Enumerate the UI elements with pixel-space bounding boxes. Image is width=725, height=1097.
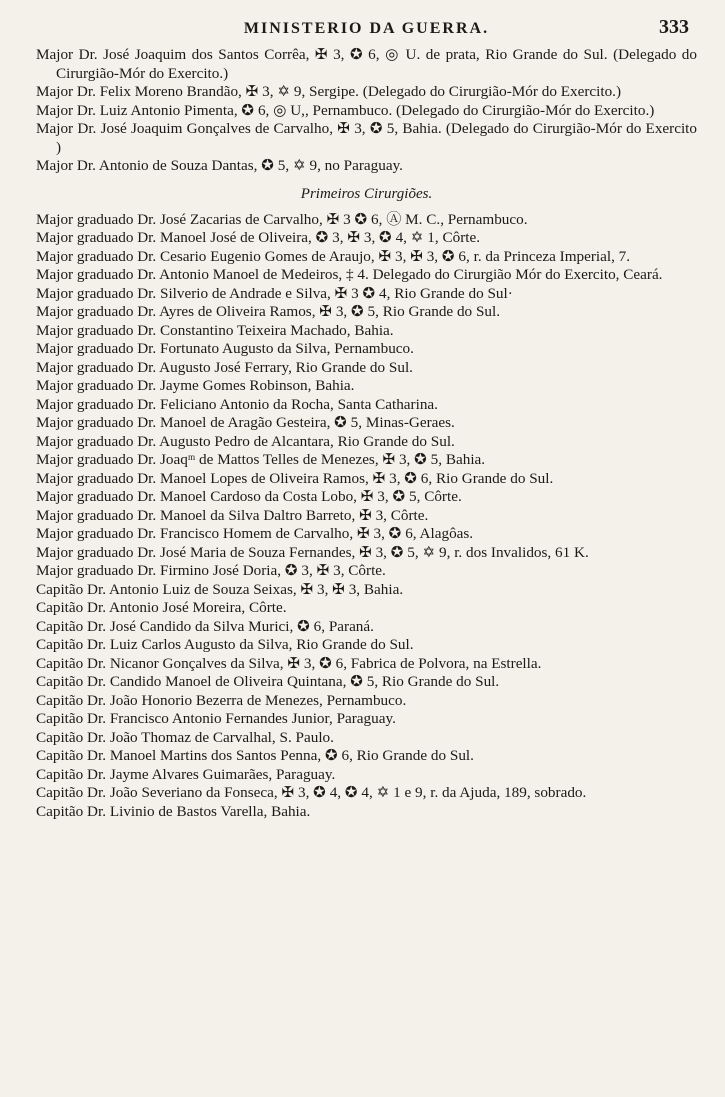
entry: Major graduado Dr. Manoel José de Oliveira, ✪ 3, ✠ 3, ✪ 4, ✡ 1, Côrte. <box>36 229 481 246</box>
entry: Major graduado Dr. Feliciano Antonio da Rocha, Santa Catharina. <box>36 395 438 413</box>
entry: Major graduado Dr. Jayme Gomes Robinson, Bahia. <box>36 377 355 394</box>
entry: Major graduado Dr. Firmino José Doria, ✪ 3, ✠ 3, Côrte. <box>36 562 386 579</box>
entry: Major graduado Dr. Manoel de Aragão Gesteira, ✪ 5, Minas-Geraes. <box>36 414 455 431</box>
entry: Major graduado Dr. Manoel Cardoso da Costa Lobo, ✠ 3, ✪ 5, Côrte. <box>36 488 462 505</box>
entry: Major graduado Dr. Antonio Manoel de Medeiros, ‡ 4. Delegado do Cirurgião Mór do Exercito, Ceará. <box>36 266 663 283</box>
entry: Capitão Dr. João Honorio Bezerra de Menezes, Pernambuco. <box>36 691 407 709</box>
entry: Capitão Dr. Luiz Carlos Augusto da Silva, Rio Grande do Sul. <box>36 636 414 653</box>
entry: Major graduado Dr. Fortunato Augusto da Silva, Pernambuco. <box>36 340 414 357</box>
entry: Capitão Dr. Livinio de Bastos Varella, Bahia. <box>36 802 311 820</box>
entry: Capitão Dr. Antonio Luiz de Souza Seixas, ✠ 3, ✠ 3, Bahia. <box>36 580 404 598</box>
entry: Major graduado Dr. Manoel da Silva Daltro Barreto, ✠ 3, Côrte. <box>36 506 429 524</box>
entry: Major Dr. Luiz Antonio Pimenta, ✪ 6, ◎ U,, Pernambuco. (Delegado do Cirurgião-Mór do Exercito.) <box>36 101 655 119</box>
entry: Capitão Dr. João Thomaz de Carvalhal, S. Paulo. <box>36 728 334 746</box>
entry: Capitão Dr. Manoel Martins dos Santos Penna, ✪ 6, Rio Grande do Sul. <box>36 747 474 764</box>
entry: Major graduado Dr. José Zacarias de Carvalho, ✠ 3 ✪ 6, Ⓐ M. C., Pernambuco. <box>36 210 528 228</box>
entry: Capitão Dr. Candido Manoel de Oliveira Quintana, ✪ 5, Rio Grande do Sul. <box>36 673 500 690</box>
entry: Major Dr. José Joaquim dos Santos Corrêa, ✠ 3, ✪ 6, ◎ U. de prata, Rio Grande do Sul. (Delegado do Cirurgião-Mór do Exercito.) <box>36 46 697 82</box>
entries-top <box>36 46 697 176</box>
entry: Major graduado Dr. Ayres de Oliveira Ramos, ✠ 3, ✪ 5, Rio Grande do Sul. <box>36 303 500 320</box>
entry: Major graduado Dr. Francisco Homem de Carvalho, ✠ 3, ✪ 6, Alagôas. <box>36 525 474 542</box>
entry: Major Dr. José Joaquim Gonçalves de Carvalho, ✠ 3, ✪ 5, Bahia. (Delegado do Cirurgião-Mór do Exercito ) <box>36 120 697 156</box>
entries-primeiros-cirurgioes <box>36 211 697 822</box>
entry: Major graduado Dr. Manoel Lopes de Oliveira Ramos, ✠ 3, ✪ 6, Rio Grande do Sul. <box>36 469 554 487</box>
section-title: Primeiros Cirurgiões. <box>300 185 433 202</box>
entry: Capitão Dr. Francisco Antonio Fernandes Junior, Paraguay. <box>36 710 396 727</box>
entry: Capitão Dr. Jayme Alvares Guimarães, Paraguay. <box>36 765 336 783</box>
entry: Major graduado Dr. Silverio de Andrade e Silva, ✠ 3 ✪ 4, Rio Grande do Sul· <box>36 284 513 302</box>
entry: Major graduado Dr. Constantino Teixeira Machado, Bahia. <box>36 321 394 339</box>
entry: Major graduado Dr. Augusto Pedro de Alcantara, Rio Grande do Sul. <box>36 432 455 450</box>
entry: Major graduado Dr. Augusto José Ferrary, Rio Grande do Sul. <box>36 358 413 376</box>
entry: Major graduado Dr. Cesario Eugenio Gomes de Araujo, ✠ 3, ✠ 3, ✪ 6, r. da Princeza Imperial, 7. <box>36 247 631 265</box>
page-number: 333 <box>659 16 689 38</box>
entry: Capitão Dr. João Severiano da Fonseca, ✠ 3, ✪ 4, ✪ 4, ✡ 1 e 9, r. da Ajuda, 189, sobrado. <box>36 784 587 801</box>
entry: Major Dr. Felix Moreno Brandão, ✠ 3, ✡ 9, Sergipe. (Delegado do Cirurgião-Mór do Exercito.) <box>36 83 622 100</box>
running-title: MINISTERIO DA GUERRA. <box>243 20 490 37</box>
entry: Capitão Dr. José Candido da Silva Murici, ✪ 6, Paraná. <box>36 617 374 635</box>
entry: Capitão Dr. Nicanor Gonçalves da Silva, ✠ 3, ✪ 6, Fabrica de Polvora, na Estrella. <box>36 654 542 672</box>
entry: Major Dr. Antonio de Souza Dantas, ✪ 5, ✡ 9, no Paraguay. <box>36 157 403 174</box>
entry: Capitão Dr. Antonio José Moreira, Côrte. <box>36 599 287 616</box>
entry: Major graduado Dr. Joaqᵐ de Mattos Telles de Menezes, ✠ 3, ✪ 5, Bahia. <box>36 451 486 468</box>
page-header <box>36 16 697 46</box>
entry: Major graduado Dr. José Maria de Souza Fernandes, ✠ 3, ✪ 5, ✡ 9, r. dos Invalidos, 61 K. <box>36 543 589 561</box>
